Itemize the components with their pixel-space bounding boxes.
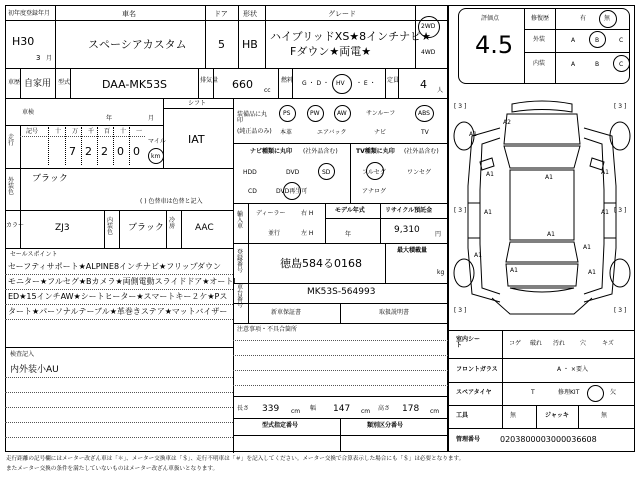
mileage-unit-km: km <box>151 153 161 160</box>
exterior-color: ブラック <box>32 174 68 184</box>
equip-tv: TV <box>421 129 429 136</box>
navi-dvd: DVD <box>286 169 300 176</box>
diag-bracket-3: [ 3 ] <box>454 207 467 214</box>
diag-bracket-2: [ 3 ] <box>614 103 627 110</box>
door-count: 5 <box>218 38 225 51</box>
spare-tire-label: スペアタイヤ <box>456 389 492 396</box>
type-designation-label: 型式指定番号 <box>262 422 299 429</box>
exterior-note: ( ) 色替車は色替と記入 <box>140 198 203 205</box>
mileage-digit-3: 2 <box>101 145 108 158</box>
ext-grade-c: C <box>619 37 624 44</box>
mgmt-number-label: 管理番号 <box>456 436 481 443</box>
jack-label: ジャッキ <box>545 412 569 419</box>
body-shape: HB <box>242 38 258 51</box>
width-label: 幅 <box>310 405 317 412</box>
import-dealer: ディーラー <box>256 210 286 217</box>
spare-opt-t: T <box>531 389 535 396</box>
model-year-unit: 年 <box>345 231 352 238</box>
max-load-unit: kg <box>437 269 445 276</box>
footer-line-2: またメーター交換の条件を満たしていないものはメーター改ざん車扱いとなります。 <box>6 466 219 472</box>
mileage-label: 走行 <box>8 134 15 147</box>
capacity-label: 定員 <box>387 77 400 84</box>
digit-label-3: 千 <box>88 128 95 135</box>
equipment-label: 装備品に丸印 <box>237 111 268 124</box>
inspection-year: 年 <box>106 115 113 122</box>
digit-label-5: 十 <box>120 128 127 135</box>
tv-oneseg: ワンセグ <box>407 169 432 176</box>
windshield-options: A ・ ×要入 <box>557 366 588 373</box>
height-label: 高さ <box>378 405 391 412</box>
fuel-options: G ・ D ・ <box>302 80 329 87</box>
reg-month: 3 <box>36 54 41 62</box>
inspector-note: 内外装小AU <box>10 365 59 375</box>
shift-value: IAT <box>188 133 205 146</box>
score-value: 4.5 <box>475 31 514 59</box>
equip-pw: PW <box>310 110 320 117</box>
color-code: ZJ3 <box>55 223 70 233</box>
ac-label: 冷房 <box>169 217 176 230</box>
tv-analog: アナログ <box>362 188 387 195</box>
sales-line-3: ED★15インチAW★シートヒーター★スマートキー２ケ★Pス <box>8 292 228 301</box>
digit-label-1: 十 <box>55 128 62 135</box>
import-right: 右 H <box>301 210 314 217</box>
seat-opt-kizu: キズ <box>602 340 614 347</box>
tool-value: 無 <box>510 412 517 419</box>
displacement-unit: cc <box>264 87 271 94</box>
int-grade-a: A <box>571 61 576 68</box>
interior-color: ブラック <box>128 223 164 233</box>
equip-airbag: エアバック <box>317 129 347 136</box>
era-year: H30 <box>12 35 35 48</box>
exterior-grade-label: 外装 <box>533 36 546 43</box>
footer-line-1: 走行距離の記号欄にはメーター改ざん車は「＊」、メーター交換車は「＄」、走行不明車は「＃」を記入してください。メーター交換で合算表示した場合にも「＄」は必要となります。 <box>6 456 465 462</box>
class-number-label: 類別区分番号 <box>367 422 404 429</box>
mileage-unit-mile: マイル <box>148 138 166 145</box>
displacement-label: 排気量 <box>200 77 219 84</box>
registration-label: 登録番号 <box>237 249 244 274</box>
drive-2wd: 2WD <box>421 23 436 30</box>
damage-mark-10: A1 <box>474 252 482 259</box>
capacity-unit: 人 <box>437 87 444 94</box>
car-name-label: 車名 <box>122 10 136 18</box>
sales-line-4: タート★パーソナルテーブル★革巻きステア★マットバイザー <box>8 307 228 316</box>
width-unit: cm <box>361 408 371 415</box>
damage-mark-6: A1 <box>547 231 555 238</box>
damage-mark-2: A1 <box>469 131 477 138</box>
sales-line-1: セーフティサポート★ALPINE8インチナビ★フリップダウン <box>8 262 222 271</box>
manual-label: 取扱説明書 <box>379 309 410 316</box>
score-label: 評価点 <box>481 15 500 22</box>
diag-bracket-4: [ 3 ] <box>614 207 627 214</box>
equip-ps: PS <box>283 110 291 117</box>
spare-kit-circle <box>587 385 604 402</box>
fuel-label: 燃料 <box>281 77 294 84</box>
digit-label-2: 万 <box>72 128 79 135</box>
grade-line-1: ハイブリッドXS★8インチナビ★ <box>270 30 432 43</box>
damage-mark-11: A1 <box>510 267 518 274</box>
equip-navi: ナビ <box>374 129 387 136</box>
warranty-label: 新車保証書 <box>271 309 302 316</box>
width-value: 147 <box>333 404 351 414</box>
ext-grade-a: A <box>571 37 576 44</box>
mileage-digit-2: 2 <box>85 145 92 158</box>
recycle-value: 9,310 <box>394 225 420 235</box>
equip-sunroof: サンルーフ <box>366 110 396 117</box>
repair-yes: 有 <box>580 15 587 22</box>
int-grade-b: B <box>595 61 600 68</box>
reg-month-unit: 月 <box>46 55 53 62</box>
seat-opt-yogore: 汚れ <box>553 340 566 347</box>
spare-opt-missing: 欠 <box>610 389 617 396</box>
door-label: ドア <box>214 10 228 18</box>
remarks-label: 注意事項・不具合箇所 <box>237 326 298 333</box>
tv-label-sub: (社外品含む) <box>404 148 439 155</box>
fuel-hv: HV <box>336 80 345 87</box>
navi-sd: SD <box>322 169 331 176</box>
seat-opt-ana: 穴 <box>580 340 587 347</box>
import-label: 輸入車 <box>237 211 244 230</box>
chassis-number: MK53S-564993 <box>307 287 376 297</box>
usage-label: 車歴 <box>8 79 21 86</box>
equip-abs: ABS <box>418 110 430 117</box>
max-load-label: 最大積載量 <box>397 247 428 254</box>
tv-label: TV種類に丸印 <box>356 148 395 155</box>
digit-label-4: 百 <box>104 128 111 135</box>
import-left: 左 H <box>301 230 314 237</box>
height-unit: cm <box>430 408 440 415</box>
ext-grade-b: B <box>595 37 600 44</box>
damage-mark-1: A2 <box>503 119 511 126</box>
model-year-label: モデル年式 <box>335 207 365 214</box>
mileage-digit-4: 0 <box>117 145 124 158</box>
damage-mark-3: A1 <box>486 171 494 178</box>
equip-leather: 本革 <box>280 129 293 136</box>
shift-label: シフト <box>188 100 207 107</box>
tool-label: 工具 <box>456 412 469 419</box>
damage-mark-7: A1 <box>601 169 609 176</box>
navi-label-sub: (社外品含む) <box>303 148 338 155</box>
damage-mark-8: A1 <box>601 209 609 216</box>
tv-fullseg: フルセグ <box>362 169 386 176</box>
spare-opt-kit: 修理KIT <box>558 389 580 396</box>
mgmt-number: 0203800003000036608 <box>500 435 597 444</box>
grade-label: グレード <box>328 10 356 18</box>
damage-mark-9: A1 <box>583 244 591 251</box>
damage-mark-5: A1 <box>545 174 553 181</box>
seat-opt-yabure: 破れ <box>530 340 543 347</box>
equipment-sublabel: (純正品のみ) <box>237 128 272 135</box>
inspection-month: 月 <box>148 115 155 122</box>
repair-no: 無 <box>604 15 611 22</box>
length-value: 339 <box>262 404 280 414</box>
equip-aw: AW <box>337 110 347 117</box>
mileage-digit-5: 0 <box>133 145 140 158</box>
model-code: DAA-MK53S <box>102 78 168 91</box>
digit-label-0: 記号 <box>26 128 39 135</box>
fuel-rest: ・ E ・ <box>356 80 376 87</box>
sales-points-label: セールスポイント <box>10 251 58 258</box>
interior-seat-label: 室内シート <box>456 336 481 349</box>
import-parallel: 並行 <box>268 230 281 237</box>
displacement-value: 660 <box>232 78 253 91</box>
navi-cd: CD <box>248 188 257 195</box>
drive-4wd: 4WD <box>421 49 436 56</box>
reg-year-label: 初年度登録年月 <box>8 10 51 17</box>
length-label: 長さ <box>237 405 250 412</box>
color-code-label: カラー <box>6 222 25 229</box>
inspection-label: 車検 <box>22 109 35 116</box>
damage-mark-4: A1 <box>484 209 492 216</box>
car-name: スペーシアカスタム <box>88 38 187 51</box>
chassis-label: 車台番号 <box>237 284 244 309</box>
seat-opt-koge: コゲ <box>509 340 522 347</box>
int-grade-c: C <box>619 61 624 68</box>
navi-hdd: HDD <box>243 169 257 176</box>
height-value: 178 <box>402 404 420 414</box>
sales-line-2: モニター★フルセグ★Bカメラ★両側電動スライドドア★オートL <box>8 277 238 286</box>
digit-label-6: 一 <box>136 128 143 135</box>
grade-line-2: Fダウン★両電★ <box>290 45 372 58</box>
shape-label: 形状 <box>243 10 257 18</box>
usage-value: 自家用 <box>24 79 52 89</box>
jack-value: 無 <box>601 412 608 419</box>
damage-mark-12: A1 <box>588 269 596 276</box>
mileage-digit-1: 7 <box>69 145 76 158</box>
recycle-label: リサイクル預託金 <box>385 207 433 214</box>
capacity-value: 4 <box>420 78 427 91</box>
diag-bracket-5: [ 3 ] <box>454 307 467 314</box>
exterior-label: 外装色 <box>8 177 15 196</box>
recycle-unit: 円 <box>435 231 442 238</box>
registration-plate: 徳島584る0168 <box>280 257 362 270</box>
model-label: 型式 <box>58 79 71 86</box>
navi-dvd-play: DVD再生可 <box>276 188 308 195</box>
diag-bracket-1: [ 3 ] <box>454 103 467 110</box>
length-unit: cm <box>291 408 301 415</box>
inspector-label: 検査記入 <box>10 351 35 358</box>
repair-label: 修復歴 <box>531 15 550 22</box>
windshield-label: フロントガラス <box>456 366 498 373</box>
navi-label: ナビ種類に丸印 <box>250 148 293 155</box>
ac-value: AAC <box>195 223 214 233</box>
interior-grade-label: 内装 <box>533 60 546 67</box>
interior-color-label: 内装色 <box>107 217 114 236</box>
diag-bracket-6: [ 3 ] <box>614 307 627 314</box>
